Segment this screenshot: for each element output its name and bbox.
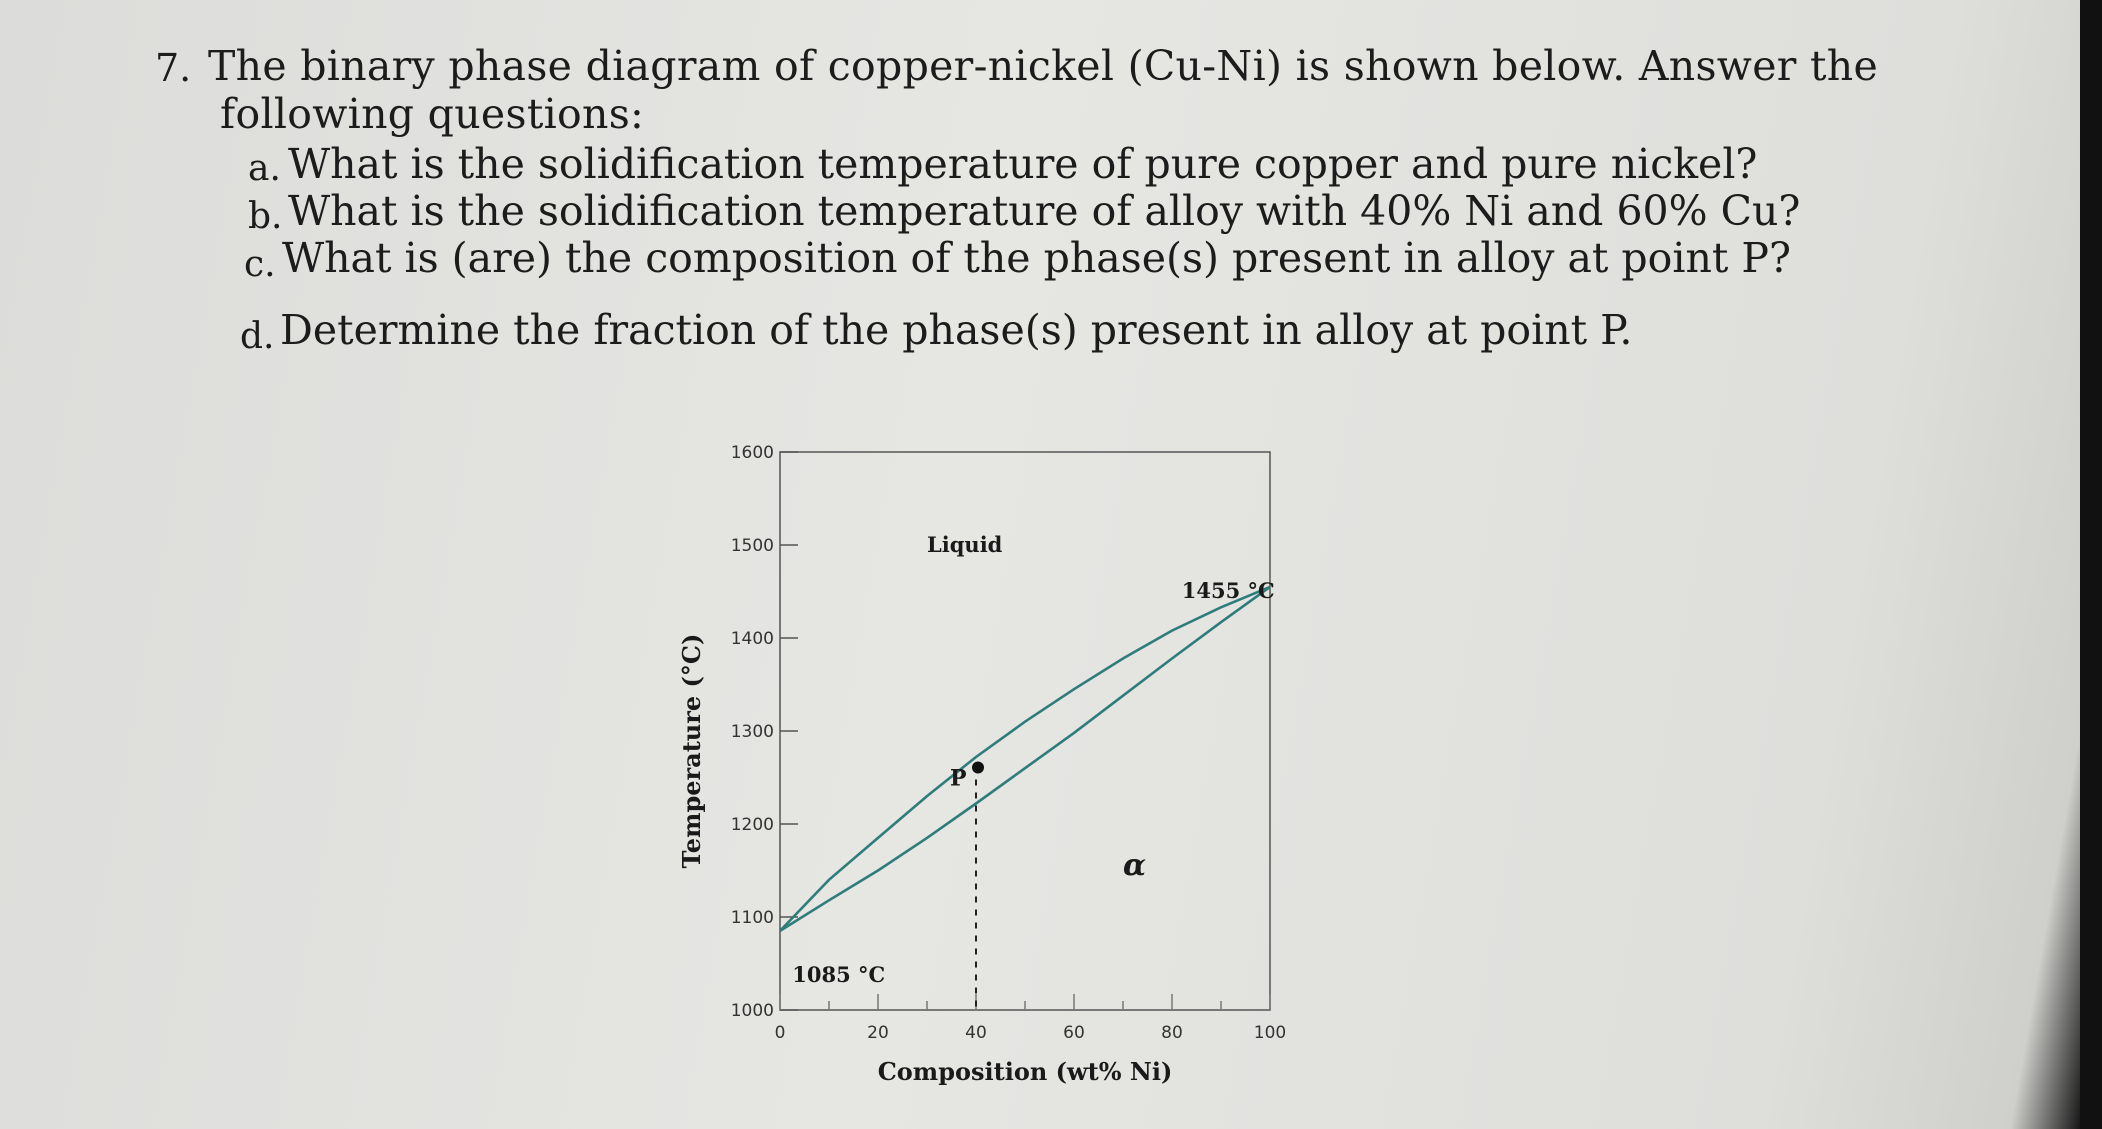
y-tick-label: 1500 <box>730 536 774 556</box>
y-tick-label: 1400 <box>730 629 774 649</box>
ni-melting-point-label: 1455 °C <box>1181 578 1275 604</box>
alpha-region-label: α <box>1123 848 1147 884</box>
x-tick-label: 40 <box>965 1023 987 1043</box>
x-axis-label: Composition (wt% Ni) <box>877 1057 1173 1086</box>
part-b-letter: b. <box>248 196 283 237</box>
y-tick-label: 1600 <box>730 443 774 463</box>
x-tick-label: 60 <box>1063 1023 1085 1043</box>
point-p-label: P <box>950 765 967 792</box>
part-a-text: What is the solidification temperature of pure copper and pure nickel? <box>288 140 1758 188</box>
tick-labels <box>731 443 1286 1043</box>
question-line-2: following questions: <box>220 90 645 138</box>
y-tick-label: 1200 <box>730 815 774 835</box>
y-axis-label: Temperature (°C) <box>677 633 706 869</box>
part-d-letter: d. <box>240 316 275 357</box>
phase-diagram <box>660 430 1360 1090</box>
solidus-curve <box>780 587 1270 931</box>
y-tick-label: 1000 <box>730 1001 774 1021</box>
point-p-marker <box>972 762 984 774</box>
part-d-text: Determine the fraction of the phase(s) present in alloy at point P. <box>280 306 1633 354</box>
liquidus-curve <box>780 587 1270 931</box>
page-edge <box>2080 0 2102 1129</box>
y-tick-label: 1100 <box>730 908 774 928</box>
part-c-letter: c. <box>244 244 276 285</box>
x-tick-label: 100 <box>1253 1023 1287 1043</box>
x-tick-label: 0 <box>774 1023 786 1043</box>
question-number: 7. <box>155 46 192 90</box>
part-b-text: What is the solidification temperature of alloy with 40% Ni and 60% Cu? <box>288 187 1801 235</box>
liquid-region-label: Liquid <box>927 532 1003 557</box>
axis-ticks <box>780 452 1270 1010</box>
x-tick-label: 80 <box>1161 1023 1183 1043</box>
question-line-1: The binary phase diagram of copper-nickel (Cu-Ni) is shown below. Answer the <box>208 42 1879 90</box>
part-c-text: What is (are) the composition of the phase(s) present in alloy at point P? <box>282 234 1791 282</box>
plot-frame <box>780 452 1270 1010</box>
cu-melting-point-label: 1085 °C <box>792 962 886 988</box>
x-tick-label: 20 <box>867 1023 889 1043</box>
y-tick-label: 1300 <box>730 722 774 742</box>
part-a-letter: a. <box>248 148 281 189</box>
